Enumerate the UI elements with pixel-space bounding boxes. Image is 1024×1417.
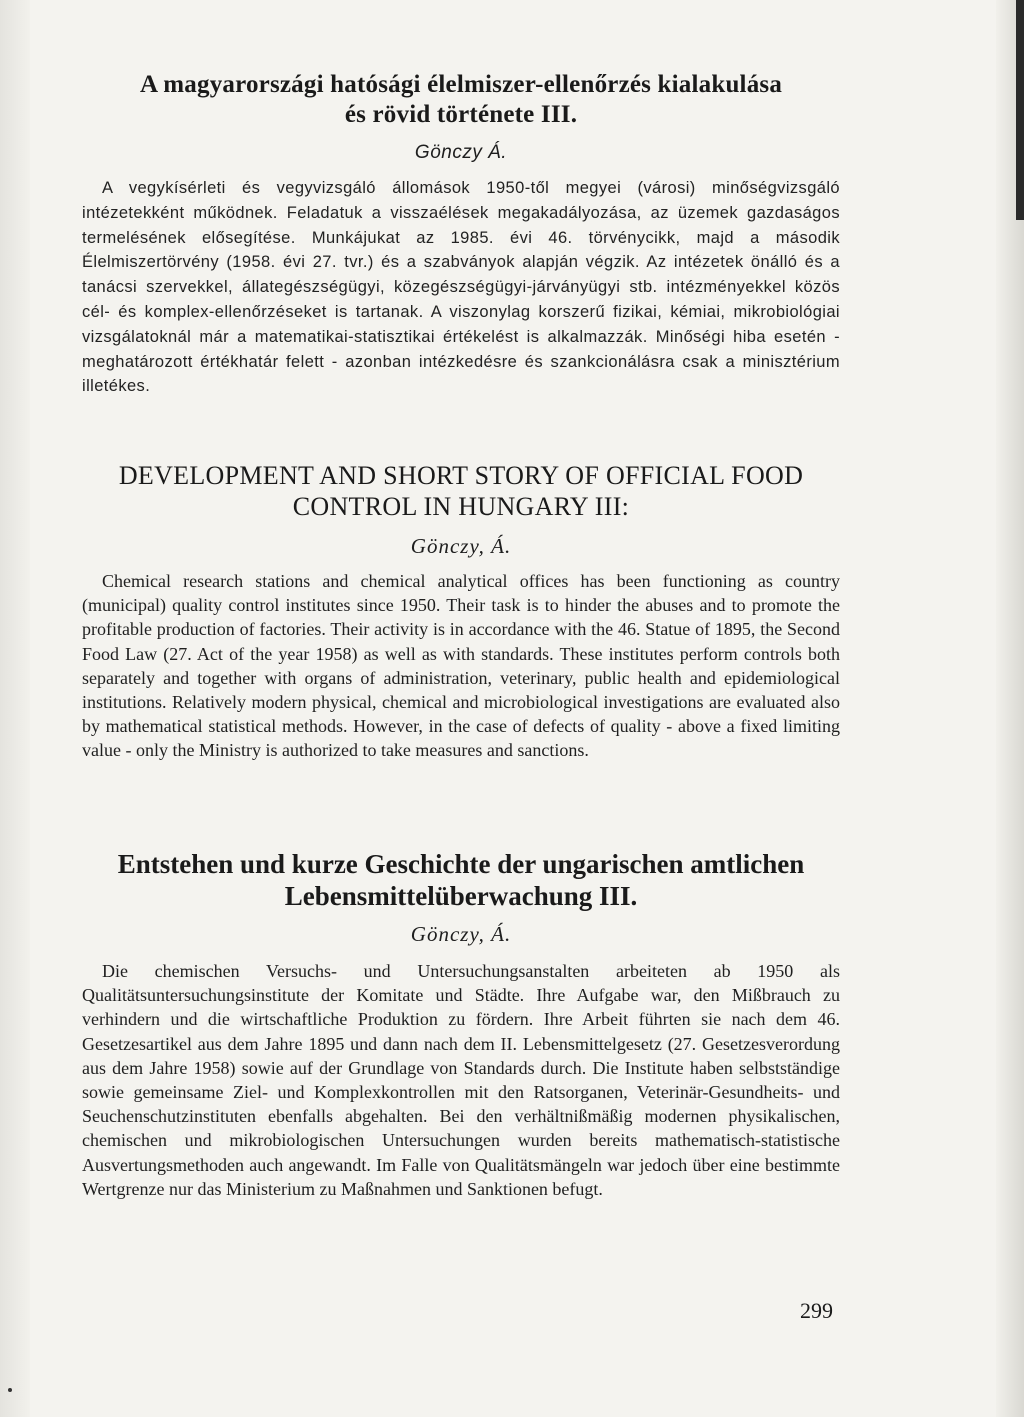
hungarian-title — [82, 70, 840, 130]
binding-shadow — [1016, 0, 1024, 220]
hungarian-title-line2: és rövid története III. — [344, 101, 578, 128]
english-title-line2: CONTROL IN HUNGARY III: — [292, 492, 630, 521]
page-right-edge — [996, 0, 1024, 1417]
hungarian-abstract: A vegykísérleti és vegyvizsgáló állomások 1950-től megyei (városi) minőségvizsgáló intézetekként működnek. Feladatuk a visszaélések megakadályozása, az üzemek gazdaságos termelésének elősegítése. Munkájukat az 1985. évi 46. törvénycikk, majd a második Élelmiszertörvény (1958. évi 27. tvr.) és a szabványok alapján végzik. Az intézetek önálló és a tanácsi szervekkel, állategészségügyi, közegészségügyi-járványügyi stb. intézményekkel közös cél- és komplex-ellenőrzéseket is tartanak. A viszonylag korszerű fizikai, kémiai, mikrobiológiai vizsgálatoknál már a matematikai-statisztikai értékelést is alkalmazzák. Minőségi hiba esetén - meghatározott értékhatár felett - azonban intézkedésre és szankcionálásra csak a minisztérium illetékes. — [82, 179, 840, 396]
english-author: Gönczy, Á. — [410, 534, 512, 558]
scan-mark — [8, 1388, 12, 1392]
page-number: 299 — [800, 1298, 833, 1323]
german-section — [82, 848, 840, 1201]
german-abstract: Die chemischen Versuchs- und Untersuchungsanstalten arbeiteten ab 1950 als Qualitätsuntersuchungsinstitute der Komitate und Städte. Ihre Aufgabe war, den Mißbrauch zu verhindern und die wirtschaftliche Produktion zu fördern. Ihre Arbeit führten sie nach dem 46. Gesetzesartikel aus dem Jahre 1895 und dann nach dem II. Lebensmittelgesetz (27. Gesetzesverordung aus dem Jahre 1958) sowie auf der Grundlage von Standards durch. Die Institute haben selbstständige sowie gemeinsame Ziel- und Komplexkontrollen mit den Ratsorganen, Veterinär-Gesundheits- und Seuchenschutzinstituten ebenfalls abgehalten. Bei den verhältnißmäßig modernen physikalischen, chemischen und mikrobiologischen Untersuchungen wurden bereits mathematisch-statistische Ausvertungsmethoden auch angewandt. Im Falle von Qualitätsmängeln war jedoch über eine bestimmte Wertgrenze nur das Ministerium zu Maßnahmen und Sanktionen befugt. — [82, 961, 840, 1199]
german-title-line2: Lebensmittelüberwachung III. — [284, 881, 638, 911]
hungarian-section — [82, 70, 840, 399]
page-left-edge — [0, 0, 30, 1417]
english-title — [82, 460, 840, 522]
english-title-line1: DEVELOPMENT AND SHORT STORY OF OFFICIAL FOOD — [118, 461, 804, 490]
english-section — [82, 460, 840, 763]
hungarian-title-line1: A magyarországi hatósági élelmiszer-ellenőrzés kialakulása — [139, 71, 783, 98]
german-title — [82, 848, 840, 912]
hungarian-author: Gönczy Á. — [414, 142, 508, 163]
german-title-line1: Entstehen und kurze Geschichte der ungarischen amtlichen — [117, 849, 805, 879]
german-author: Gönczy, Á. — [410, 922, 512, 946]
english-abstract: Chemical research stations and chemical analytical offices has been functioning as country (municipal) quality control institutes since 1950. Their task is to hinder the abuses and to promote the profitable production of factories. Their activity is in accordance with the 46. Statue of 1895, the Second Food Law (27. Act of the year 1958) as well as with standards. These institutes perform controls both separately and together with organs of administration, veterinary, public health and epidemiological institutions. Relatively modern physical, chemical and microbiological investigations are evaluated also by mathematical statistical methods. However, in the case of defects of quality - above a fixed limiting value - only the Ministry is authorized to take measures and sanctions. — [82, 571, 840, 761]
